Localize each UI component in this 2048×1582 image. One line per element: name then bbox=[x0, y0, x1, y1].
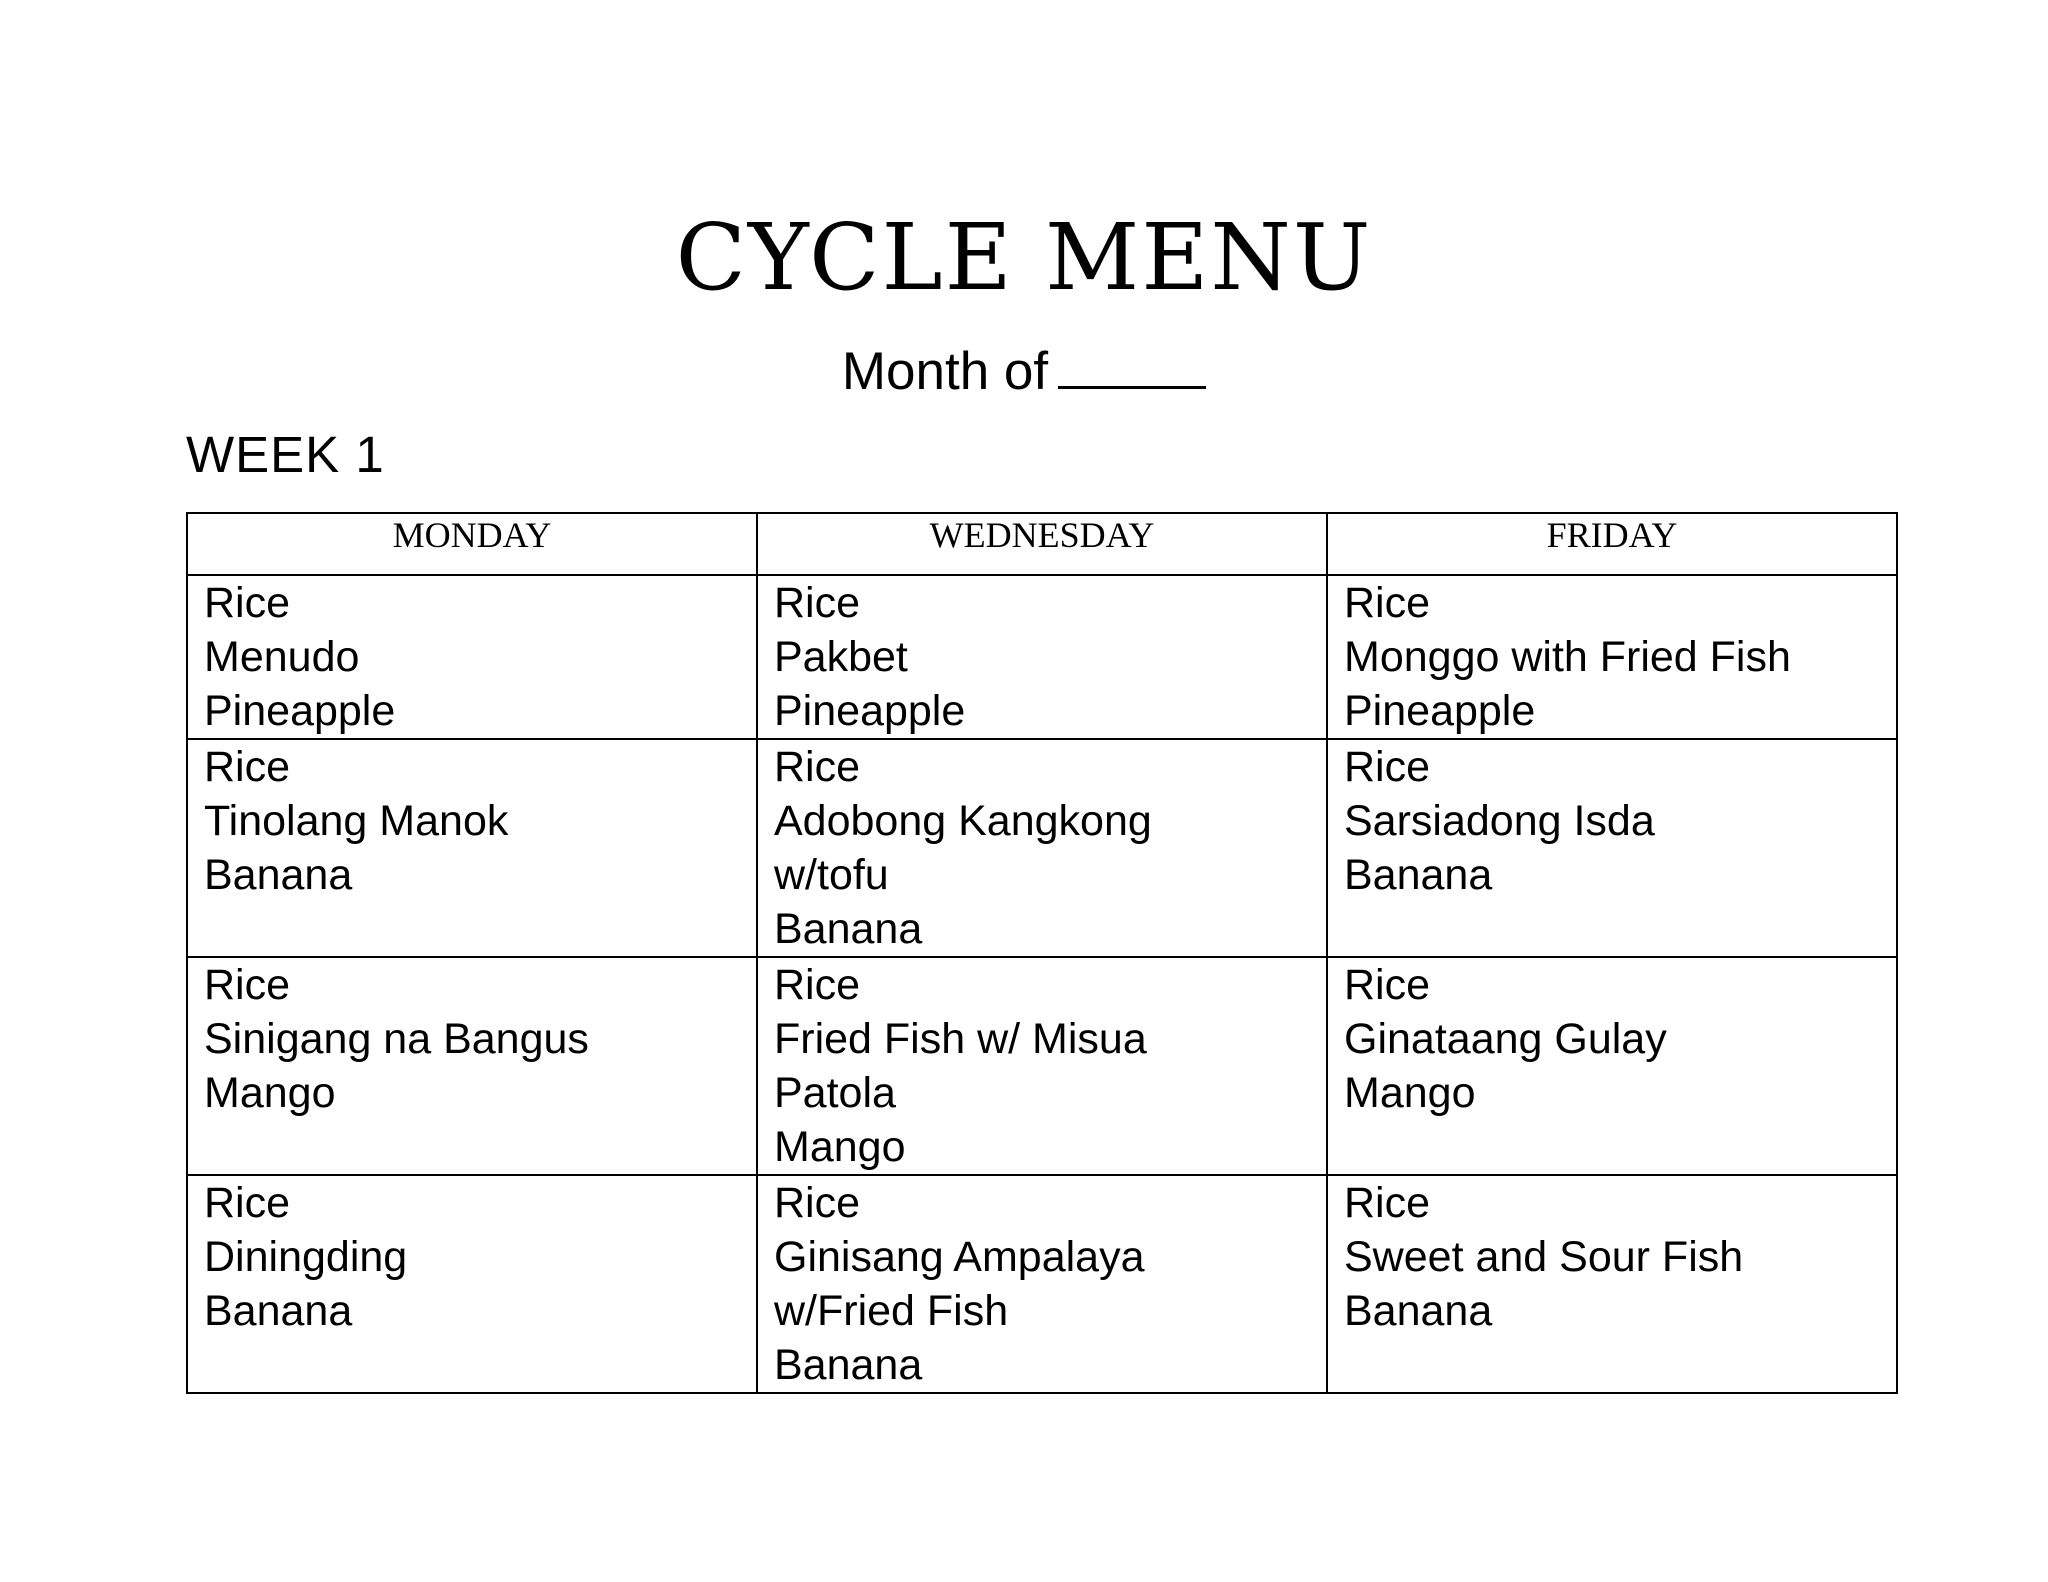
menu-item: Ginataang Gulay bbox=[1344, 1015, 1667, 1063]
menu-item: Banana bbox=[774, 905, 923, 953]
menu-item: Pakbet bbox=[774, 633, 908, 681]
menu-item: Pineapple bbox=[774, 687, 966, 735]
menu-cell-friday bbox=[1327, 1175, 1897, 1393]
menu-item: Banana bbox=[1344, 1287, 1493, 1335]
menu-cell-monday bbox=[187, 957, 757, 1175]
menu-item: Menudo bbox=[204, 633, 360, 681]
menu-item: Pineapple bbox=[204, 687, 396, 735]
menu-cell-friday bbox=[1327, 739, 1897, 957]
menu-item: Banana bbox=[1344, 851, 1493, 899]
header-friday: FRIDAY bbox=[1327, 513, 1897, 575]
menu-item: Rice bbox=[1344, 579, 1431, 627]
menu-item: Fried Fish w/ Misua bbox=[774, 1015, 1147, 1063]
menu-item: Rice bbox=[774, 961, 861, 1009]
menu-item: Pineapple bbox=[1344, 687, 1536, 735]
menu-cell-friday bbox=[1327, 957, 1897, 1175]
menu-item: Sinigang na Bangus bbox=[204, 1015, 589, 1063]
menu-item: Rice bbox=[204, 1179, 291, 1227]
table-row bbox=[187, 1175, 1897, 1393]
menu-item: Sarsiadong Isda bbox=[1344, 797, 1655, 845]
menu-item: Mango bbox=[774, 1123, 906, 1171]
menu-item: Banana bbox=[204, 1287, 353, 1335]
menu-cell-wednesday bbox=[757, 739, 1327, 957]
menu-item: Patola bbox=[774, 1069, 896, 1117]
menu-item: Rice bbox=[1344, 961, 1431, 1009]
menu-cell-wednesday bbox=[757, 1175, 1327, 1393]
menu-cell-monday bbox=[187, 575, 757, 739]
header-row bbox=[187, 513, 1897, 575]
menu-item: w/tofu bbox=[774, 851, 889, 899]
menu-item: Mango bbox=[204, 1069, 336, 1117]
table-row bbox=[187, 575, 1897, 739]
menu-item: w/Fried Fish bbox=[774, 1287, 1009, 1335]
month-blank-line bbox=[1058, 338, 1206, 389]
menu-item: Diningding bbox=[204, 1233, 408, 1281]
menu-item: Sweet and Sour Fish bbox=[1344, 1233, 1744, 1281]
page-title: CYCLE MENU bbox=[675, 204, 1373, 311]
menu-item: Rice bbox=[1344, 1179, 1431, 1227]
menu-item: Rice bbox=[204, 743, 291, 791]
month-line bbox=[0, 338, 2048, 404]
menu-item: Tinolang Manok bbox=[204, 797, 509, 845]
menu-item: Monggo with Fried Fish bbox=[1344, 633, 1791, 681]
menu-item: Rice bbox=[204, 579, 291, 627]
menu-item: Rice bbox=[774, 743, 861, 791]
menu-item: Rice bbox=[204, 961, 291, 1009]
menu-item: Rice bbox=[774, 579, 861, 627]
week-label: WEEK 1 bbox=[186, 426, 385, 483]
menu-cell-friday bbox=[1327, 575, 1897, 739]
menu-item: Banana bbox=[774, 1341, 923, 1389]
table-row bbox=[187, 957, 1897, 1175]
menu-cell-monday bbox=[187, 1175, 757, 1393]
menu-item: Mango bbox=[1344, 1069, 1476, 1117]
cycle-menu-table bbox=[186, 512, 1898, 1394]
menu-item: Rice bbox=[774, 1179, 861, 1227]
menu-item: Ginisang Ampalaya bbox=[774, 1233, 1145, 1281]
menu-item: Banana bbox=[204, 851, 353, 899]
table-row bbox=[187, 739, 1897, 957]
header-wednesday: WEDNESDAY bbox=[757, 513, 1327, 575]
menu-cell-monday bbox=[187, 739, 757, 957]
header-monday: MONDAY bbox=[187, 513, 757, 575]
menu-item: Adobong Kangkong bbox=[774, 797, 1152, 845]
menu-cell-wednesday bbox=[757, 575, 1327, 739]
month-label: Month of bbox=[841, 342, 1049, 401]
menu-item: Rice bbox=[1344, 743, 1431, 791]
menu-cell-wednesday bbox=[757, 957, 1327, 1175]
